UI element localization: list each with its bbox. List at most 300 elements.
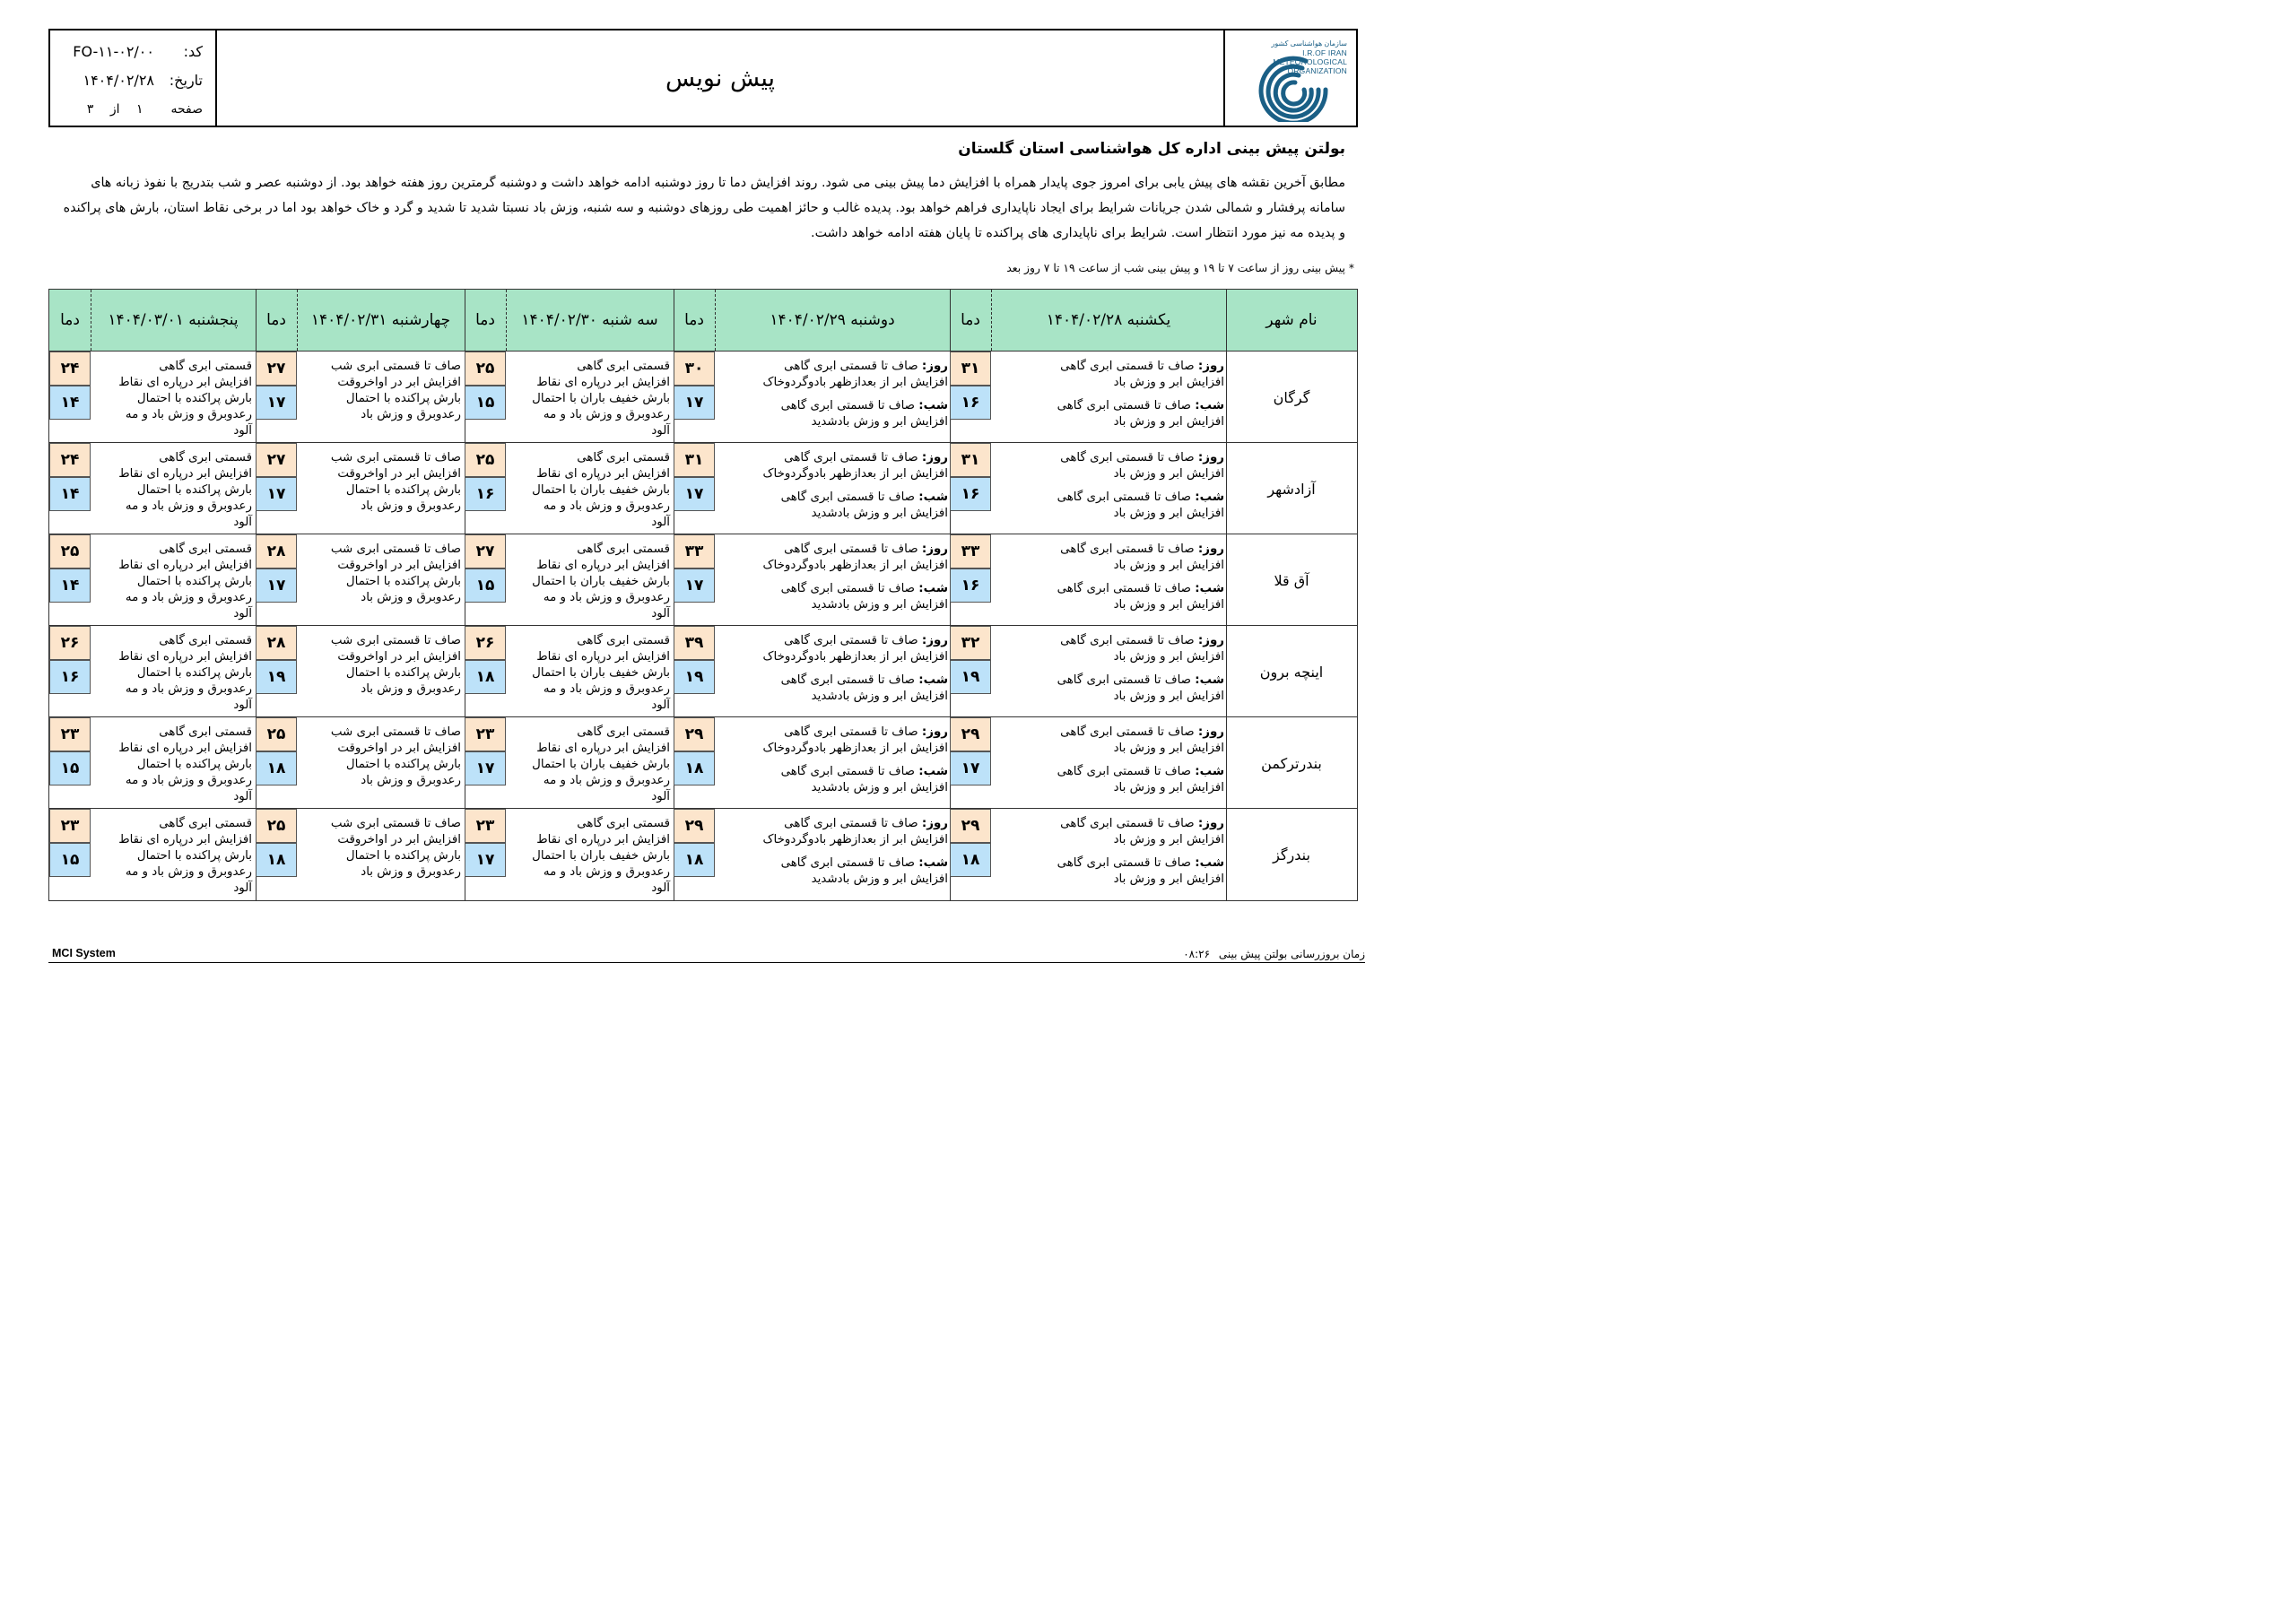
day4-line: رعدوبرق و وزش باد	[361, 682, 461, 696]
max-temp-day4: ۲۸	[256, 534, 297, 568]
day1-night-line1: صاف تا قسمتی ابری گاهی	[1057, 582, 1192, 595]
day3-forecast	[532, 816, 670, 897]
page-row	[87, 102, 203, 117]
day5-line: قسمتی ابری گاهی	[159, 634, 252, 647]
day5-forecast	[118, 542, 252, 622]
day3-forecast	[532, 450, 670, 531]
table-row	[49, 626, 1357, 717]
day3-line: رعدوبرق و وزش باد و مه	[543, 408, 670, 421]
day3-line: رعدوبرق و وزش باد و مه	[543, 499, 670, 513]
day1-day-line1: صاف تا قسمتی ابری گاهی	[1060, 725, 1195, 739]
day-label: روز:	[1197, 360, 1224, 373]
max-temp-day2: ۳۹	[674, 626, 715, 660]
night-label: شب:	[1195, 490, 1224, 504]
day4-line: افزایش ابر در اواخروقت	[337, 376, 461, 389]
day1-night-line2: افزایش ابر و وزش باد	[1113, 507, 1224, 520]
max-temp-day3: ۲۵	[465, 352, 506, 386]
day2-night-line1: صاف تا قسمتی ابری گاهی	[780, 490, 916, 504]
day1-day-line1: صاف تا قسمتی ابری گاهی	[1060, 451, 1195, 464]
day-label: روز:	[1197, 542, 1224, 556]
day1-forecast	[1057, 450, 1224, 522]
day2-night-line2: افزایش ابر و وزش بادشدید	[811, 872, 948, 886]
day1-forecast	[1057, 359, 1224, 430]
day4-line: رعدوبرق و وزش باد	[361, 408, 461, 421]
day1-night-line1: صاف تا قسمتی ابری گاهی	[1057, 399, 1192, 412]
table-row	[49, 534, 1357, 626]
min-temp-day5: ۱۵	[49, 751, 91, 785]
day1-forecast	[1057, 725, 1224, 796]
day-label: روز:	[1197, 725, 1224, 739]
day2-forecast	[763, 633, 948, 705]
min-temp-day4: ۱۷	[256, 568, 297, 603]
day4-line: افزایش ابر در اواخروقت	[337, 833, 461, 846]
max-temp-day3: ۲۳	[465, 717, 506, 751]
max-temp-day2: ۳۰	[674, 352, 715, 386]
day4-line: رعدوبرق و وزش باد	[361, 865, 461, 879]
day5-line: رعدوبرق و وزش باد و مه	[125, 499, 252, 513]
day-header-4: چهارشنبه ۱۴۰۴/۰۲/۳۱	[297, 290, 465, 351]
day-label: روز:	[1197, 451, 1224, 464]
day3-line: بارش خفیف باران با احتمال	[532, 666, 670, 680]
day4-forecast	[331, 542, 461, 606]
day4-line: افزایش ابر در اواخروقت	[337, 650, 461, 664]
day2-day-line1: صاف تا قسمتی ابری گاهی	[784, 725, 918, 739]
min-temp-day5: ۱۶	[49, 660, 91, 694]
day1-day-line1: صاف تا قسمتی ابری گاهی	[1060, 360, 1195, 373]
day5-line: افزایش ابر درپاره ای نقاط	[118, 650, 252, 664]
day2-night-line2: افزایش ابر و وزش بادشدید	[811, 781, 948, 794]
day5-line: آلود	[233, 699, 252, 712]
max-temp-day5: ۲۶	[49, 626, 91, 660]
day-label: روز:	[921, 817, 948, 830]
city-name: اینچه برون	[1259, 663, 1324, 681]
day2-day-line1: صاف تا قسمتی ابری گاهی	[784, 360, 918, 373]
day5-forecast	[118, 725, 252, 805]
night-label: شب:	[1195, 582, 1224, 595]
day4-line: بارش پراکنده با احتمال	[345, 666, 461, 680]
update-time-info	[1183, 948, 1365, 960]
day1-day-line1: صاف تا قسمتی ابری گاهی	[1060, 817, 1195, 830]
bulletin-body: مطابق آخرین نقشه های پیش یابی برای امروز جوی پایدار همراه با افزایش دما پیش بینی می شود. روند افزایش دما تا روز دوشنبه ادامه خواهد داشت و دوشنبه گرمترین روز هفته خواهد بود. از دوشنبه عصر و شب بتدریج با نفوذ زبانه های سامانه پرفشار و شمالی شدن جریانات شرایط برای ایجاد ناپایداری فراهم خواهد بود. پدیده غالب و حائز اهمیت طی روزهای دوشنبه و سه شنبه، وزش باد نسبتا شدید تا شدید و گرد و خاک خواهد بود اما در برخی نقاط استان، بارش های پراکنده و پدیده مه نیز مورد انتظار است. شرایط برای ناپایداری های پراکنده تا پایان هفته ادامه خواهد داشت.	[63, 176, 1345, 240]
temp-header-1: دما	[950, 290, 991, 351]
min-temp-day1: ۱۶	[950, 477, 991, 511]
night-label: شب:	[918, 490, 948, 504]
day3-line: قسمتی ابری گاهی	[577, 725, 670, 739]
day1-night-line1: صاف تا قسمتی ابری گاهی	[1057, 490, 1192, 504]
min-temp-day1: ۱۶	[950, 386, 991, 420]
day-label: روز:	[921, 725, 948, 739]
temp-header-4: دما	[256, 290, 297, 351]
header-dashed-divider	[297, 290, 298, 351]
day3-forecast	[532, 633, 670, 714]
day2-forecast	[763, 359, 948, 430]
min-temp-day5: ۱۴	[49, 386, 91, 420]
max-temp-day1: ۲۹	[950, 809, 991, 843]
day1-day-line2: افزایش ابر و وزش باد	[1113, 467, 1224, 481]
day-header-5: پنجشنبه ۱۴۰۴/۰۳/۰۱	[91, 290, 256, 351]
day3-line: رعدوبرق و وزش باد و مه	[543, 865, 670, 879]
max-temp-day2: ۳۳	[674, 534, 715, 568]
code-label: کد:	[183, 43, 203, 60]
code-value: FO-۱۱-۰۲/۰۰	[73, 43, 154, 60]
table-row	[49, 717, 1357, 809]
day3-line: رعدوبرق و وزش باد و مه	[543, 682, 670, 696]
max-temp-day3: ۲۷	[465, 534, 506, 568]
min-temp-day3: ۱۷	[465, 843, 506, 877]
max-temp-day2: ۲۹	[674, 717, 715, 751]
day5-line: بارش پراکنده با احتمال	[136, 483, 252, 497]
forecast-time-note: * پیش بینی روز از ساعت ۷ تا ۱۹ و پیش بینی شب از ساعت ۱۹ تا ۷ روز بعد	[1006, 262, 1354, 274]
document-header	[48, 29, 1358, 127]
day2-forecast	[763, 816, 948, 888]
day5-line: رعدوبرق و وزش باد و مه	[125, 774, 252, 787]
day3-line: افزایش ابر درپاره ای نقاط	[536, 650, 670, 664]
day4-line: رعدوبرق و وزش باد	[361, 774, 461, 787]
day4-line: صاف تا قسمتی ابری شب	[330, 451, 461, 464]
day4-line: رعدوبرق و وزش باد	[361, 591, 461, 604]
day4-forecast	[331, 359, 461, 423]
min-temp-day1: ۱۶	[950, 568, 991, 603]
update-time-label: زمان بروزرسانی بولتن پیش بینی	[1218, 948, 1365, 960]
day5-forecast	[118, 633, 252, 714]
day4-line: صاف تا قسمتی ابری شب	[330, 817, 461, 830]
date-row	[83, 72, 203, 89]
night-label: شب:	[1195, 765, 1224, 778]
day2-night-line1: صاف تا قسمتی ابری گاهی	[780, 399, 916, 412]
night-label: شب:	[918, 856, 948, 870]
city-name: بندرترکمن	[1261, 754, 1322, 772]
max-temp-day5: ۲۵	[49, 534, 91, 568]
day4-line: صاف تا قسمتی ابری شب	[330, 542, 461, 556]
document-meta	[50, 30, 217, 126]
day-header-2: دوشنبه ۱۴۰۴/۰۲/۲۹	[715, 290, 950, 351]
organization-logo	[1223, 30, 1356, 126]
day2-night-line2: افزایش ابر و وزش بادشدید	[811, 690, 948, 703]
day3-forecast	[532, 359, 670, 439]
night-label: شب:	[918, 399, 948, 412]
day4-line: صاف تا قسمتی ابری شب	[330, 634, 461, 647]
day3-line: بارش خفیف باران با احتمال	[532, 392, 670, 405]
day3-forecast	[532, 725, 670, 805]
day5-line: قسمتی ابری گاهی	[159, 725, 252, 739]
max-temp-day3: ۲۳	[465, 809, 506, 843]
day2-day-line2: افزایش ابر از بعدازظهر بادوگردوخاک	[762, 376, 948, 389]
day1-day-line2: افزایش ابر و وزش باد	[1113, 650, 1224, 664]
logo-text-fa: سازمان هواشناسی کشور	[1271, 39, 1347, 48]
max-temp-day5: ۲۴	[49, 352, 91, 386]
day4-line: رعدوبرق و وزش باد	[361, 499, 461, 513]
day1-forecast	[1057, 816, 1224, 888]
day5-line: آلود	[233, 516, 252, 529]
max-temp-day2: ۳۱	[674, 443, 715, 477]
day2-night-line1: صاف تا قسمتی ابری گاهی	[780, 582, 916, 595]
city-name: بندرگز	[1273, 846, 1310, 864]
date-label: تاریخ:	[169, 72, 203, 89]
day3-line: قسمتی ابری گاهی	[577, 360, 670, 373]
logo-text-en-2: METEOROLOGICAL	[1273, 57, 1347, 66]
day4-forecast	[331, 816, 461, 881]
day3-line: قسمتی ابری گاهی	[577, 542, 670, 556]
date-value: ۱۴۰۴/۰۲/۲۸	[83, 72, 154, 89]
header-dashed-divider	[506, 290, 507, 351]
night-label: شب:	[918, 673, 948, 687]
day4-line: بارش پراکنده با احتمال	[345, 849, 461, 863]
day2-day-line1: صاف تا قسمتی ابری گاهی	[784, 817, 918, 830]
day5-line: افزایش ابر درپاره ای نقاط	[118, 742, 252, 755]
day5-line: رعدوبرق و وزش باد و مه	[125, 591, 252, 604]
day3-line: بارش خفیف باران با احتمال	[532, 758, 670, 771]
max-temp-day5: ۲۳	[49, 809, 91, 843]
system-name: MCI System	[52, 947, 116, 959]
night-label: شب:	[918, 765, 948, 778]
min-temp-day3: ۱۸	[465, 660, 506, 694]
day4-forecast	[331, 450, 461, 515]
day5-line: بارش پراکنده با احتمال	[136, 575, 252, 588]
day3-line: آلود	[651, 516, 670, 529]
day1-night-line2: افزایش ابر و وزش باد	[1113, 415, 1224, 429]
day4-line: بارش پراکنده با احتمال	[345, 483, 461, 497]
day-label: روز:	[921, 360, 948, 373]
day5-line: افزایش ابر درپاره ای نقاط	[118, 376, 252, 389]
day4-line: صاف تا قسمتی ابری شب	[330, 360, 461, 373]
day5-forecast	[118, 359, 252, 439]
min-temp-day4: ۱۸	[256, 843, 297, 877]
day5-line: افزایش ابر درپاره ای نقاط	[118, 833, 252, 846]
city-name: آزادشهر	[1267, 480, 1316, 498]
day5-line: رعدوبرق و وزش باد و مه	[125, 408, 252, 421]
day3-line: آلود	[651, 790, 670, 803]
city-name: گرگان	[1273, 388, 1310, 406]
max-temp-day3: ۲۵	[465, 443, 506, 477]
bulletin-title: بولتن پیش بینی اداره کل هواشناسی استان گلستان	[958, 140, 1345, 158]
day3-line: آلود	[651, 607, 670, 621]
day3-line: قسمتی ابری گاهی	[577, 451, 670, 464]
min-temp-day1: ۱۹	[950, 660, 991, 694]
header-dashed-divider	[715, 290, 716, 351]
day3-line: آلود	[651, 699, 670, 712]
min-temp-day2: ۱۷	[674, 568, 715, 603]
min-temp-day3: ۱۷	[465, 751, 506, 785]
min-temp-day2: ۱۸	[674, 751, 715, 785]
day5-line: بارش پراکنده با احتمال	[136, 392, 252, 405]
day2-day-line1: صاف تا قسمتی ابری گاهی	[784, 542, 918, 556]
day3-line: قسمتی ابری گاهی	[577, 817, 670, 830]
update-time-value: ۰۸:۲۶	[1183, 948, 1211, 960]
day2-day-line1: صاف تا قسمتی ابری گاهی	[784, 451, 918, 464]
header-dashed-divider	[991, 290, 992, 351]
day-label: روز:	[921, 451, 948, 464]
max-temp-day2: ۲۹	[674, 809, 715, 843]
max-temp-day4: ۲۷	[256, 443, 297, 477]
min-temp-day1: ۱۷	[950, 751, 991, 785]
day3-line: افزایش ابر درپاره ای نقاط	[536, 833, 670, 846]
night-label: شب:	[1195, 856, 1224, 870]
day1-night-line2: افزایش ابر و وزش باد	[1113, 690, 1224, 703]
min-temp-day3: ۱۵	[465, 568, 506, 603]
day5-line: بارش پراکنده با احتمال	[136, 849, 252, 863]
min-temp-day1: ۱۸	[950, 843, 991, 877]
day-header-1: یکشنبه ۱۴۰۴/۰۲/۲۸	[991, 290, 1226, 351]
day3-forecast	[532, 542, 670, 622]
city-name: آق قلا	[1274, 571, 1309, 589]
page-of: از	[109, 102, 120, 117]
day4-line: افزایش ابر در اواخروقت	[337, 467, 461, 481]
day2-night-line1: صاف تا قسمتی ابری گاهی	[780, 856, 916, 870]
min-temp-day2: ۱۸	[674, 843, 715, 877]
day5-line: رعدوبرق و وزش باد و مه	[125, 865, 252, 879]
temp-header-2: دما	[674, 290, 715, 351]
day3-line: آلود	[651, 424, 670, 438]
day-label: روز:	[1197, 817, 1224, 830]
code-row	[73, 43, 203, 60]
day3-line: افزایش ابر درپاره ای نقاط	[536, 742, 670, 755]
day4-line: صاف تا قسمتی ابری شب	[330, 725, 461, 739]
day-label: روز:	[921, 634, 948, 647]
min-temp-day4: ۱۸	[256, 751, 297, 785]
logo-text-en-3: ORGANIZATION	[1287, 66, 1347, 75]
min-temp-day2: ۱۷	[674, 386, 715, 420]
document-title: پیش نویس	[665, 64, 776, 92]
day1-night-line2: افزایش ابر و وزش باد	[1113, 598, 1224, 612]
day-label: روز:	[1197, 634, 1224, 647]
day3-line: رعدوبرق و وزش باد و مه	[543, 591, 670, 604]
max-temp-day5: ۲۴	[49, 443, 91, 477]
day1-day-line2: افزایش ابر و وزش باد	[1113, 376, 1224, 389]
day-header-3: سه شنبه ۱۴۰۴/۰۲/۳۰	[506, 290, 674, 351]
day3-line: افزایش ابر درپاره ای نقاط	[536, 376, 670, 389]
day3-line: بارش خفیف باران با احتمال	[532, 483, 670, 497]
day2-night-line1: صاف تا قسمتی ابری گاهی	[780, 673, 916, 687]
day3-line: بارش خفیف باران با احتمال	[532, 849, 670, 863]
day2-day-line1: صاف تا قسمتی ابری گاهی	[784, 634, 918, 647]
day4-line: بارش پراکنده با احتمال	[345, 758, 461, 771]
day1-night-line2: افزایش ابر و وزش باد	[1113, 781, 1224, 794]
temp-header-5: دما	[49, 290, 91, 351]
forecast-table	[48, 289, 1358, 901]
min-temp-day4: ۱۹	[256, 660, 297, 694]
day4-line: افزایش ابر در اواخروقت	[337, 559, 461, 572]
day2-day-line2: افزایش ابر از بعدازظهر بادوگردوخاک	[762, 559, 948, 572]
day-label: روز:	[921, 542, 948, 556]
day3-line: رعدوبرق و وزش باد و مه	[543, 774, 670, 787]
page-total: ۳	[86, 102, 94, 117]
min-temp-day5: ۱۵	[49, 843, 91, 877]
day5-line: قسمتی ابری گاهی	[159, 542, 252, 556]
day5-line: افزایش ابر درپاره ای نقاط	[118, 467, 252, 481]
max-temp-day1: ۳۱	[950, 352, 991, 386]
day2-night-line2: افزایش ابر و وزش بادشدید	[811, 415, 948, 429]
day1-day-line2: افزایش ابر و وزش باد	[1113, 742, 1224, 755]
footer-divider	[48, 962, 1365, 963]
day5-line: بارش پراکنده با احتمال	[136, 758, 252, 771]
logo-text-en-1: I.R.OF IRAN	[1302, 48, 1347, 57]
day3-line: قسمتی ابری گاهی	[577, 634, 670, 647]
day1-day-line2: افزایش ابر و وزش باد	[1113, 833, 1224, 846]
day2-day-line2: افزایش ابر از بعدازظهر بادوگردوخاک	[762, 742, 948, 755]
city-column-header: نام شهر	[1226, 290, 1357, 351]
day2-night-line2: افزایش ابر و وزش بادشدید	[811, 507, 948, 520]
min-temp-day3: ۱۶	[465, 477, 506, 511]
day5-line: رعدوبرق و وزش باد و مه	[125, 682, 252, 696]
day1-forecast	[1057, 633, 1224, 705]
day2-day-line2: افزایش ابر از بعدازظهر بادوگردوخاک	[762, 650, 948, 664]
day1-day-line1: صاف تا قسمتی ابری گاهی	[1060, 634, 1195, 647]
min-temp-day2: ۱۹	[674, 660, 715, 694]
max-temp-day4: ۲۵	[256, 809, 297, 843]
day2-forecast	[763, 450, 948, 522]
table-row	[49, 809, 1357, 900]
day1-night-line1: صاف تا قسمتی ابری گاهی	[1057, 765, 1192, 778]
day1-night-line1: صاف تا قسمتی ابری گاهی	[1057, 856, 1192, 870]
day3-line: افزایش ابر درپاره ای نقاط	[536, 467, 670, 481]
max-temp-day4: ۲۵	[256, 717, 297, 751]
day2-night-line1: صاف تا قسمتی ابری گاهی	[780, 765, 916, 778]
max-temp-day1: ۳۳	[950, 534, 991, 568]
day5-line: آلود	[233, 424, 252, 438]
day4-line: بارش پراکنده با احتمال	[345, 575, 461, 588]
day5-line: آلود	[233, 881, 252, 895]
day4-line: افزایش ابر در اواخروقت	[337, 742, 461, 755]
day4-forecast	[331, 725, 461, 789]
day2-day-line2: افزایش ابر از بعدازظهر بادوگردوخاک	[762, 833, 948, 846]
table-row	[49, 443, 1357, 534]
min-temp-day5: ۱۴	[49, 477, 91, 511]
day1-forecast	[1057, 542, 1224, 613]
table-row	[49, 352, 1357, 443]
max-temp-day4: ۲۷	[256, 352, 297, 386]
day2-forecast	[763, 725, 948, 796]
day1-day-line1: صاف تا قسمتی ابری گاهی	[1060, 542, 1195, 556]
min-temp-day3: ۱۵	[465, 386, 506, 420]
day2-night-line2: افزایش ابر و وزش بادشدید	[811, 598, 948, 612]
night-label: شب:	[1195, 399, 1224, 412]
min-temp-day4: ۱۷	[256, 386, 297, 420]
page-label: صفحه	[170, 102, 203, 117]
day1-day-line2: افزایش ابر و وزش باد	[1113, 559, 1224, 572]
day2-forecast	[763, 542, 948, 613]
day3-line: افزایش ابر درپاره ای نقاط	[536, 559, 670, 572]
day5-forecast	[118, 816, 252, 897]
min-temp-day4: ۱۷	[256, 477, 297, 511]
max-temp-day1: ۳۱	[950, 443, 991, 477]
page-current: ۱	[136, 102, 144, 117]
day5-line: قسمتی ابری گاهی	[159, 451, 252, 464]
max-temp-day1: ۳۲	[950, 626, 991, 660]
day1-night-line1: صاف تا قسمتی ابری گاهی	[1057, 673, 1192, 687]
night-label: شب:	[1195, 673, 1224, 687]
day2-day-line2: افزایش ابر از بعدازظهر بادوگردوخاک	[762, 467, 948, 481]
day5-line: افزایش ابر درپاره ای نقاط	[118, 559, 252, 572]
day5-line: قسمتی ابری گاهی	[159, 360, 252, 373]
max-temp-day4: ۲۸	[256, 626, 297, 660]
day5-forecast	[118, 450, 252, 531]
max-temp-day3: ۲۶	[465, 626, 506, 660]
min-temp-day5: ۱۴	[49, 568, 91, 603]
day1-night-line2: افزایش ابر و وزش باد	[1113, 872, 1224, 886]
day4-line: بارش پراکنده با احتمال	[345, 392, 461, 405]
day3-line: آلود	[651, 881, 670, 895]
day3-line: بارش خفیف باران با احتمال	[532, 575, 670, 588]
min-temp-day2: ۱۷	[674, 477, 715, 511]
day5-line: قسمتی ابری گاهی	[159, 817, 252, 830]
day5-line: آلود	[233, 790, 252, 803]
day5-line: آلود	[233, 607, 252, 621]
max-temp-day1: ۲۹	[950, 717, 991, 751]
max-temp-day5: ۲۳	[49, 717, 91, 751]
day5-line: بارش پراکنده با احتمال	[136, 666, 252, 680]
day4-forecast	[331, 633, 461, 698]
night-label: شب:	[918, 582, 948, 595]
